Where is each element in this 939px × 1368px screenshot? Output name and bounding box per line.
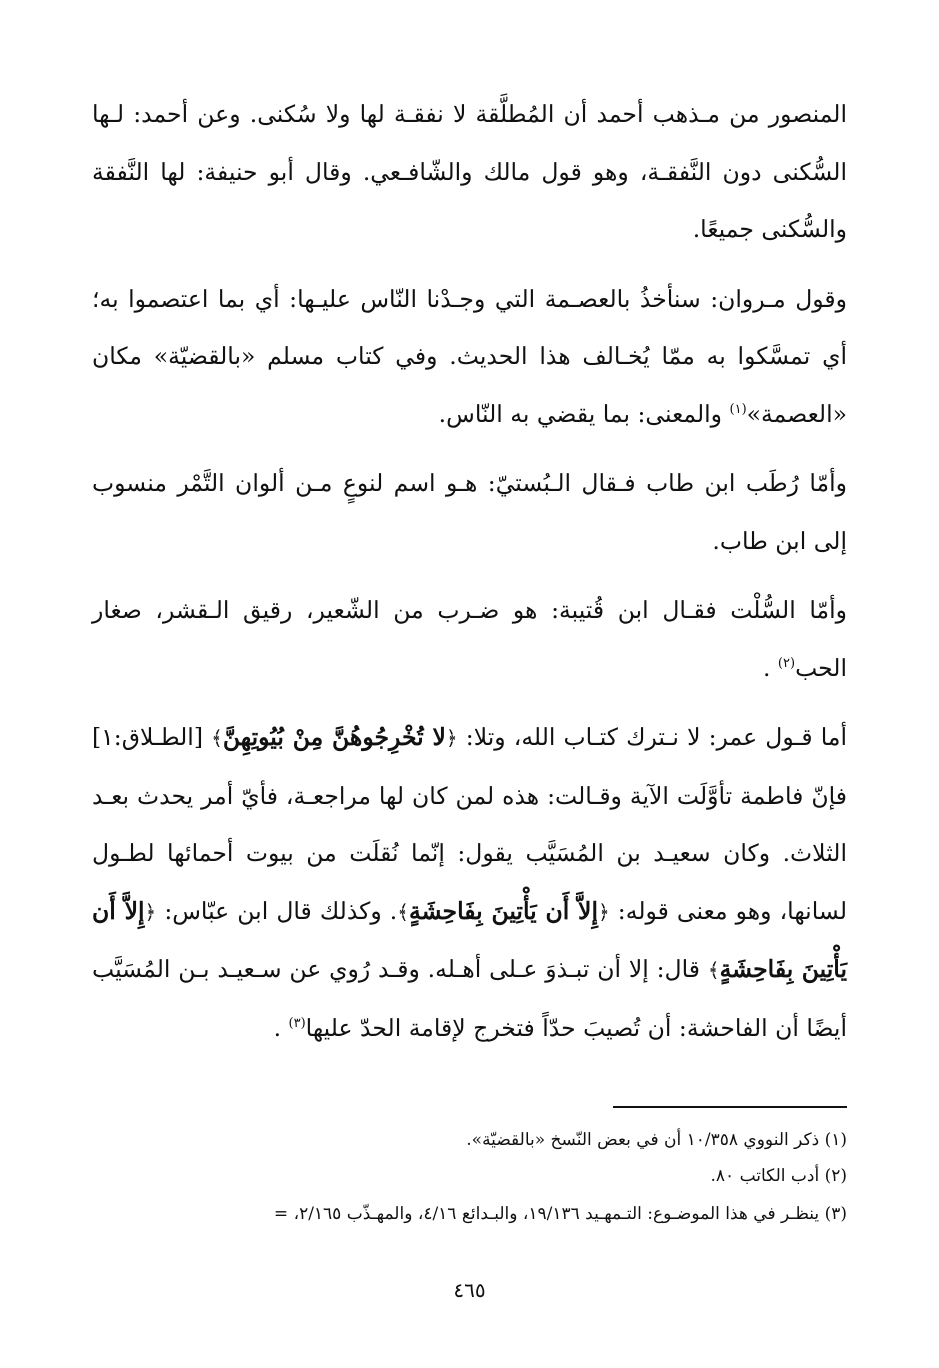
paragraph-5-text-d: قال: إلا أن تبـذوَ عـلى أهـله. وقـد رُوي عن سـعيـد بـن المُسَيَّب أيضًا أن الفاحشة: أن تُصيبَ حدّاً فتخرج لإقامة الحدّ عليها — [92, 955, 847, 1042]
quran-bracket-open-icon: ﴿ — [445, 726, 458, 750]
footnote-2: (٢) أدب الكاتب ٨٠. — [710, 1166, 847, 1186]
paragraph-4-end: . — [762, 653, 778, 682]
footnote-ref-2[interactable]: (٢) — [777, 655, 796, 671]
paragraph-5-text-c: . وكذلك قال ابن عبّاس: — [156, 896, 398, 925]
paragraph-2 — [92, 271, 847, 444]
paragraph-5-text-a: أما قـول عمر: لا نـترك كتـاب الله، وتلا: — [457, 723, 847, 751]
paragraph-5-end: . — [273, 1013, 289, 1042]
paragraph-1-text: المنصور من مـذهب أحمد أن المُطلَّقة لا نفقـة لها ولا سُكنى. وعن أحمد: لـها السُّكنى دون النَّفقـة، وهو قول مالك والشّافـعي. وقال أبو حنيفة: لها النَّفقة والسُّكنى جميعًا. — [92, 100, 847, 243]
footnote-3: (٣) ينظـر في هذا الموضـوع: التـمهـيد ١٩/١٣٦، والبـدائع ٤/١٦، والمهـذّب ٢/١٦٥، = — [273, 1204, 847, 1224]
quran-bracket-close-icon: ﴾ — [397, 899, 409, 924]
paragraph-4-text: وأمّا السُّلْت فقـال ابن قُتيبة: هو ضـرب من الشّعير، رقيق الـقشر، صغار الحب — [92, 596, 847, 682]
paragraph-4 — [92, 582, 847, 697]
paragraph-1 — [92, 86, 847, 259]
quran-bracket-close-icon: ﴾ — [211, 726, 223, 750]
paragraph-5-text-b: [الطـلاق:١] فإنّ فاطمة تأوَّلَت الآية وقـالت: هذه لمن كان لها مراجعـة، فأيّ أمر يحدث بعـد الثلاث. وكان سعيـد بن المُسَيَّب يقول: إنّما نُقلَت من بيوت أحمائها لطـول لسانها، وهو معنى قوله: — [92, 723, 847, 925]
paragraph-3 — [92, 455, 847, 570]
footnote-ref-1[interactable]: (١) — [729, 401, 747, 417]
quran-verse-3: إِلاَّ أَن يَأْتِينَ بِفَاحِشَةٍ — [92, 896, 847, 983]
paragraph-2-text: وقول مـروان: سنأخذُ بالعصـمة التي وجـدْنا النّاس عليـها: أي بما اعتصموا به؛ أي تمسَّكوا به ممّا يُخـالف هذا الحديث. وفي كتاب مسلم «بالقضيّة» مكان «العصمة» — [92, 284, 847, 428]
quran-bracket-open-icon: ﴿ — [144, 899, 157, 924]
footnote-divider — [613, 1106, 847, 1108]
main-text — [92, 86, 847, 1057]
footnotes — [85, 1123, 847, 1233]
footnote-ref-3[interactable]: (٣) — [288, 1015, 306, 1031]
quran-verse-2: إِلاَّ أَن يَأْتِينَ بِفَاحِشَةٍ — [408, 896, 598, 925]
paragraph-2-end: والمعنى: بما يقضي به النّاس. — [438, 399, 730, 428]
footnote-1: (١) ذكر النووي ١٠/٣٥٨ أن في بعض النّسخ «بالقضيّة». — [466, 1130, 847, 1150]
quran-bracket-open-icon: ﴿ — [598, 899, 610, 924]
paragraph-3-text: وأمّا رُطَب ابن طاب فـقال الـبُستيّ: هـو اسم لنوعٍ مـن ألوان التَّمْر منسوب إلى ابن طاب. — [92, 469, 847, 555]
quran-bracket-close-icon: ﴾ — [707, 958, 720, 982]
paragraph-5 — [92, 709, 847, 1057]
page-number: ٤٦٥ — [453, 1278, 486, 1302]
quran-verse-1: لا تُخْرِجُوهُنَّ مِنْ بُيُوتِهِنَّ — [222, 723, 446, 751]
